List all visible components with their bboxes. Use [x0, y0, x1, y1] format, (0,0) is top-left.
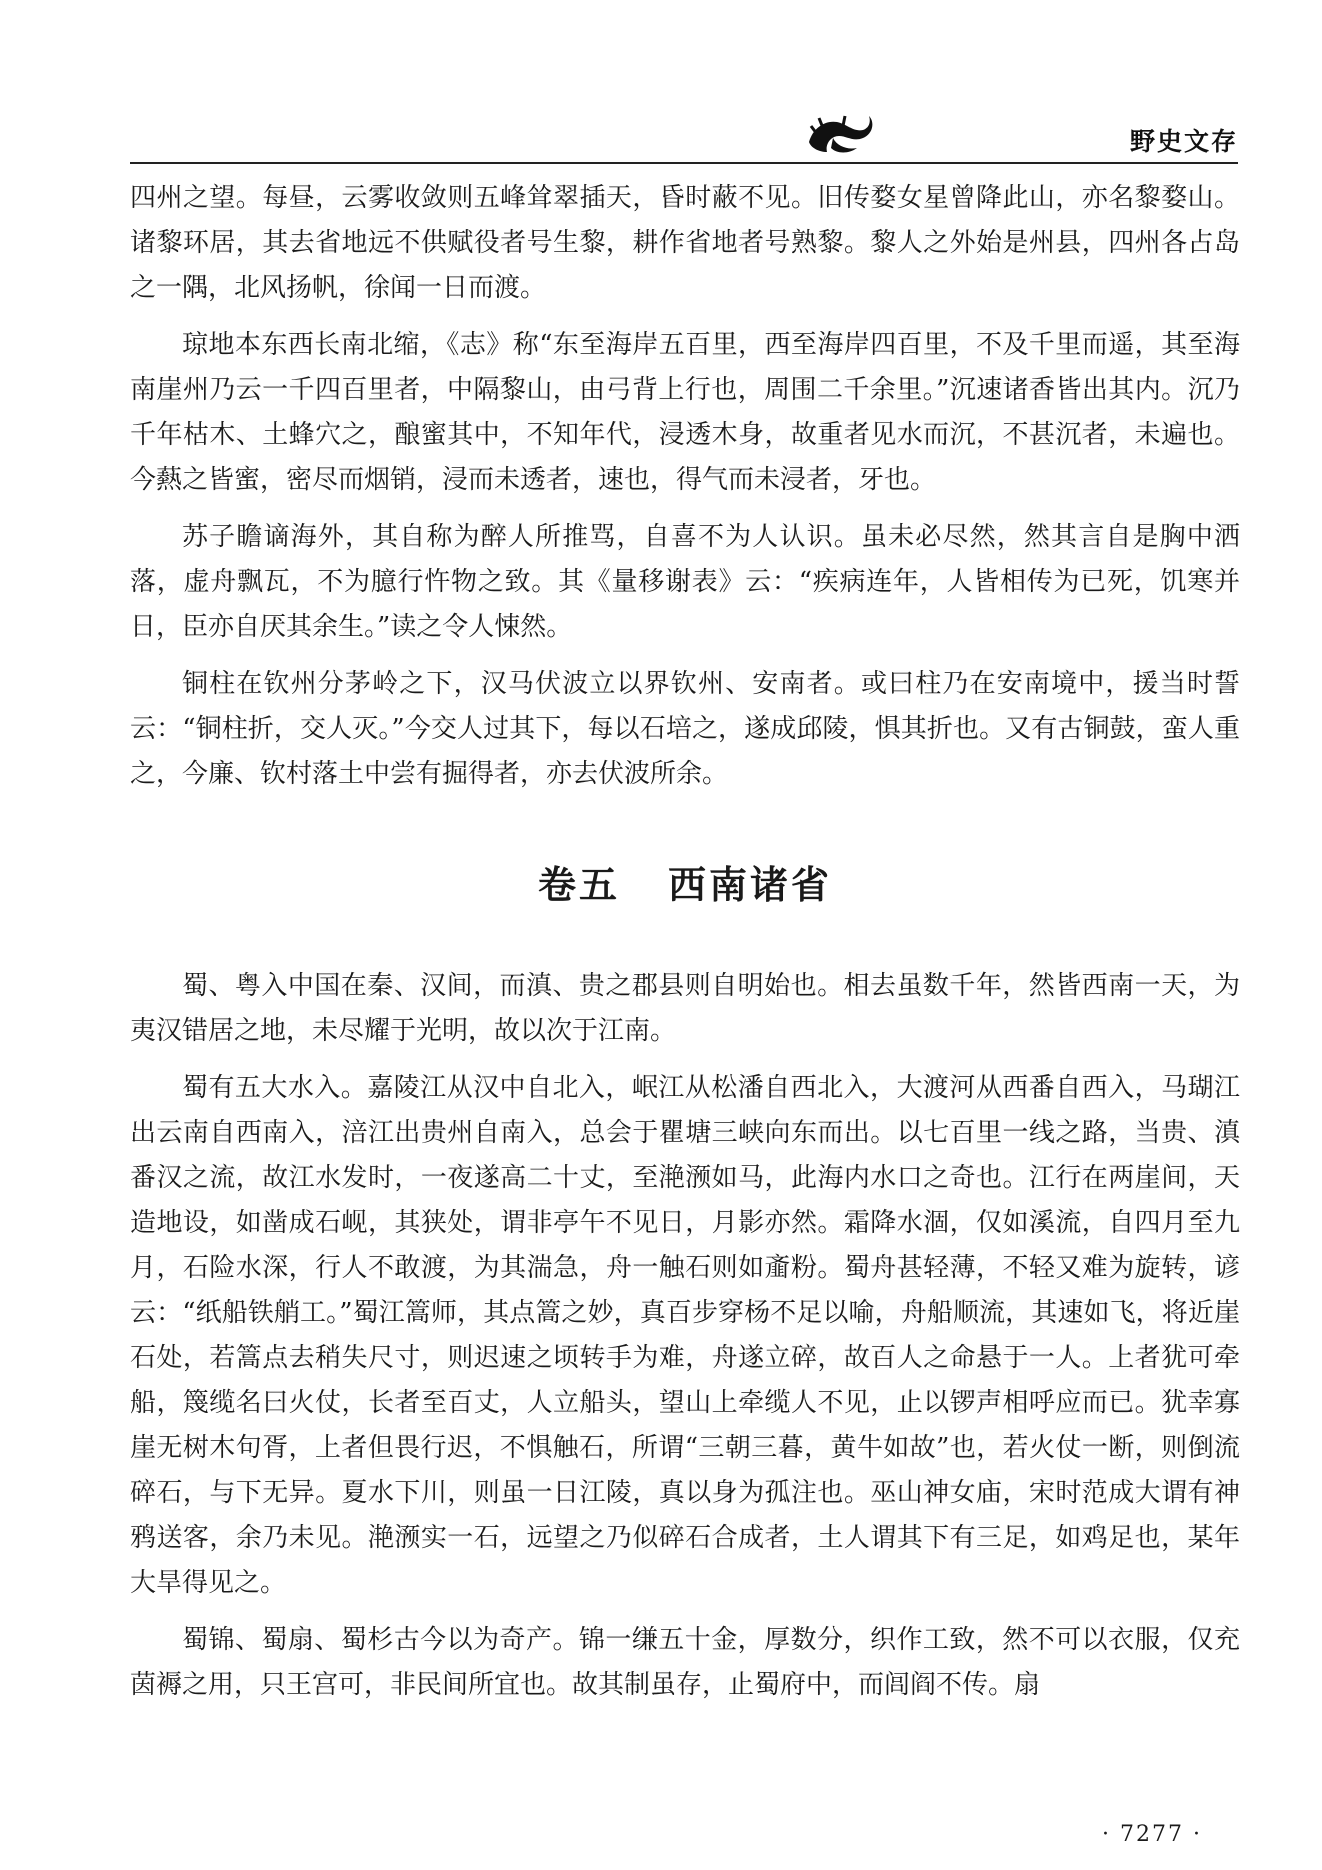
page-header	[130, 100, 1238, 164]
paragraph: 铜柱在钦州分茅岭之下，汉马伏波立以界钦州、安南者。或曰柱乃在安南境中，援当时誓云：“铜柱折，交人灭。”今交人过其下，每以石培之，遂成邱陵，惧其折也。又有古铜鼓，蛮人重之，今廉、钦村落土中尝有掘得者，亦去伏波所余。	[130, 669, 1240, 789]
paragraph: 四州之望。每昼，云雾收敛则五峰耸翠插天，昏时蔽不见。旧传婺女星曾降此山，亦名黎婺山。诸黎环居，其去省地远不供赋役者号生黎，耕作省地者号熟黎。黎人之外始是州县，四州各占岛之一隅，北风扬帆，徐闻一日而渡。	[130, 183, 1240, 303]
page-number: · 7277 ·	[1102, 1822, 1202, 1847]
paragraph: 蜀、粤入中国在秦、汉间，而滇、贵之郡县则自明始也。相去虽数千年，然皆西南一天，为夷汉错居之地，未尽耀于光明，故以次于江南。	[130, 971, 1240, 1046]
paragraph: 蜀锦、蜀扇、蜀杉古今以为奇产。锦一缣五十金，厚数分，织作工致，然不可以衣服，仅充茵褥之用，只王宫可，非民间所宜也。故其制虽存，止蜀府中，而闾阎不传。扇	[130, 1625, 1240, 1700]
running-header-title: 野史文存	[1129, 127, 1238, 156]
paragraph: 琼地本东西长南北缩，《志》称“东至海岸五百里，西至海岸四百里，不及千里而遥，其至海南崖州乃云一千四百里者，中隔黎山，由弓背上行也，周围二千余里。”沉速诸香皆出其内。沉乃千年枯木、土蜂穴之，酿蜜其中，不知年代，浸透木身，故重者见水而沉，不甚沉者，未遍也。今爇之皆蜜，密尽而烟销，浸而未透者，速也，得气而未浸者，牙也。	[130, 330, 1240, 495]
page-body	[130, 176, 1240, 1720]
dragon-icon	[803, 108, 875, 158]
chapter-name: 西南诸省	[668, 863, 833, 907]
paragraph: 苏子瞻谪海外，其自称为醉人所推骂，自喜不为人认识。虽未必尽然，然其言自是胸中洒落，虚舟飘瓦，不为臆行忤物之致。其《量移谢表》云：“疾病连年，人皆相传为已死，饥寒并日，臣亦自厌其余生。”读之令人悚然。	[130, 522, 1240, 642]
paragraph: 蜀有五大水入。嘉陵江从汉中自北入，岷江从松潘自西北入，大渡河从西番自西入，马瑚江出云南自西南入，涪江出贵州自南入，总会于瞿塘三峡向东而出。以七百里一线之路，当贵、滇番汉之流，故江水发时，一夜遂高二十丈，至滟滪如马，此海内水口之奇也。江行在两崖间，天造地设，如凿成石岘，其狭处，谓非亭午不见日，月影亦然。霜降水涸，仅如溪流，自四月至九月，石险水深，行人不敢渡，为其湍急，舟一触石则如齑粉。蜀舟甚轻薄，不轻又难为旋转，谚云：“纸船铁艄工。”蜀江篙师，其点篙之妙，真百步穿杨不足以喻，舟船顺流，其速如飞，将近崖石处，若篙点去稍失尺寸，则迟速之顷转手为难，舟遂立碎，故百人之命悬于一人。上者犹可牵船，篾缆名曰火仗，长者至百丈，人立船头，望山上牵缆人不见，止以锣声相呼应而已。犹幸寡崖无树木句胥，上者但畏行迟，不惧触石，所谓“三朝三暮，黄牛如故”也，若火仗一断，则倒流碎石，与下无异。夏水下川，则虽一日江陵，真以身为孤注也。巫山神女庙，宋时范成大谓有神鸦送客，余乃未见。滟滪实一石，远望之乃似碎石合成者，土人谓其下有三足，如鸡足也，某年大旱得见之。	[130, 1073, 1240, 1598]
chapter-title	[130, 863, 1240, 908]
chapter-number: 卷五	[537, 863, 620, 907]
